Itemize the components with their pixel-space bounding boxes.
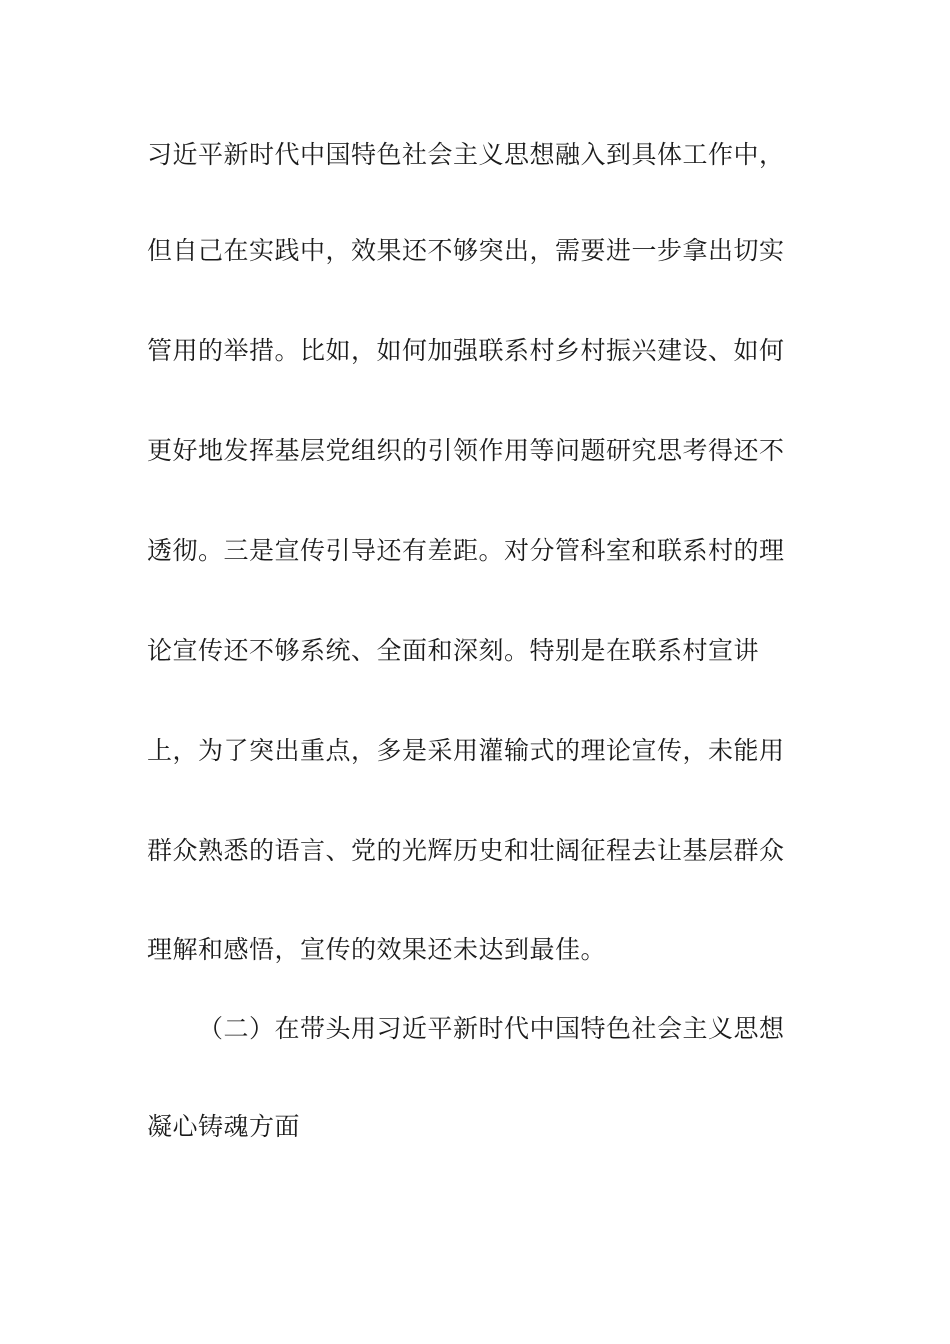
- body-text-line: 上，为了突出重点，多是采用灌输式的理论宣传，未能用: [147, 736, 785, 765]
- section-heading-continuation: 凝心铸魂方面: [147, 1112, 301, 1141]
- body-text-line: 习近平新时代中国特色社会主义思想融入到具体工作中，: [147, 140, 785, 169]
- body-text-line: 透彻。三是宣传引导还有差距。对分管科室和联系村的理: [147, 536, 785, 565]
- section-heading: （二）在带头用习近平新时代中国特色社会主义思想: [198, 1014, 785, 1043]
- body-text-line: 管用的举措。比如，如何加强联系村乡村振兴建设、如何: [147, 336, 785, 365]
- body-text-line: 更好地发挥基层党组织的引领作用等问题研究思考得还不: [147, 436, 785, 465]
- body-text-line: 理解和感悟，宣传的效果还未达到最佳。: [147, 935, 607, 964]
- body-text-line: 但自己在实践中，效果还不够突出，需要进一步拿出切实: [147, 236, 785, 265]
- body-text-line: 论宣传还不够系统、全面和深刻。特别是在联系村宣讲: [147, 636, 760, 665]
- body-text-line: 群众熟悉的语言、党的光辉历史和壮阔征程去让基层群众: [147, 836, 785, 865]
